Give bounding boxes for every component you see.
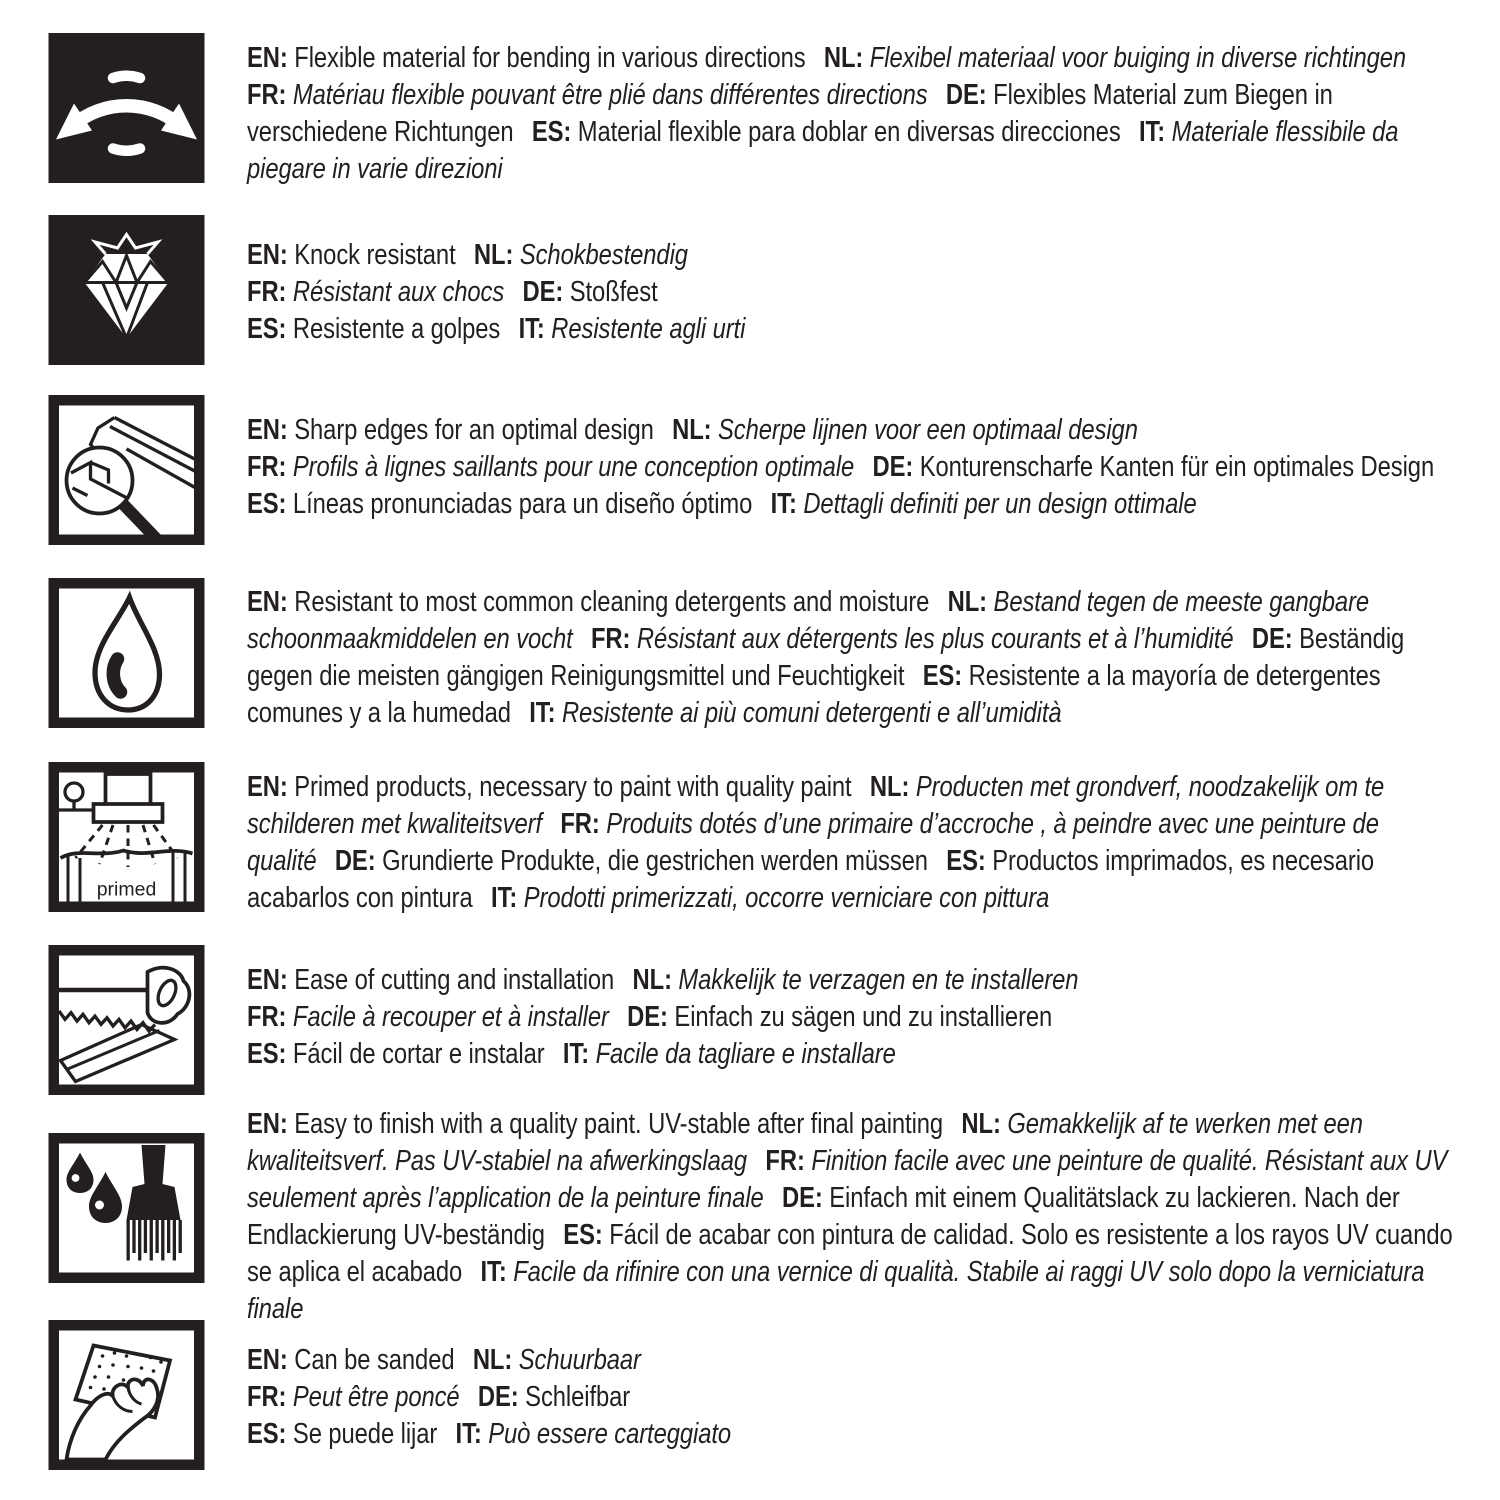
feature-description-it: Resistente agli urti [551,313,746,345]
feature-description-en: Resistant to most common cleaning detergents and moisture [294,586,930,618]
feature-description-es: Resistente a la mayoría de detergentes comunes y a la humedad [247,660,1381,729]
lang-label-de: DE: [627,1001,668,1033]
feature-description-es: Fácil de cortar e instalar [292,1038,545,1070]
lang-label-en: EN: [247,1108,288,1140]
sanding-hand-icon [48,1320,205,1470]
feature-description-fr: Finition facile avec une peinture de qualité. Résistant aux UV seulement après l’application de la peinture finale [247,1145,1448,1214]
lang-label-fr: FR: [560,808,600,840]
feature-text [247,1342,1462,1453]
lang-label-fr: FR: [247,451,287,483]
feature-description-it: Materiale flessibile da piegare in varie direzioni [247,116,1399,185]
lang-label-it: IT: [1138,116,1166,148]
feature-description-it: Prodotti primerizzati, occorre verniciare con pittura [523,882,1050,914]
lang-label-en: EN: [247,414,288,446]
lang-label-de: DE: [782,1182,823,1214]
lang-label-de: DE: [522,276,564,308]
feature-description-fr: Matériau flexible pouvant être plié dans différentes directions [292,79,928,111]
lang-label-fr: FR: [247,276,287,308]
feature-description-it: Resistente ai più comuni detergenti e all’umidità [561,697,1062,729]
lang-label-nl: NL: [823,42,864,74]
lang-label-it: IT: [490,882,518,914]
lang-label-de: DE: [334,845,376,877]
feature-description-it: Può essere carteggiato [488,1418,732,1450]
feature-description-de: Beständig gegen die meisten gängigen Reinigungsmittel und Feuchtigkeit [247,623,1405,692]
feature-description-nl: Producten met grondverf, noodzakelijk om te schilderen met kwaliteitsverf [247,771,1385,840]
lang-label-es: ES: [563,1219,603,1251]
lang-label-it: IT: [518,313,545,345]
feature-description-nl: Bestand tegen de meeste gangbare schoonmaakmiddelen en vocht [247,586,1370,655]
feature-description-en: Primed products, necessary to paint with quality paint [294,771,852,803]
lang-label-es: ES: [247,1038,287,1070]
feature-description-de: Schleifbar [525,1381,631,1413]
lang-label-fr: FR: [247,79,287,111]
lang-label-nl: NL: [632,964,672,996]
lang-label-es: ES: [247,313,287,345]
lang-label-fr: FR: [247,1001,287,1033]
feature-description-es: Fácil de acabar con pintura de calidad. Solo es resistente a los rayos UV cuando se aplica el acabado [247,1219,1453,1288]
lang-label-it: IT: [455,1418,482,1450]
lang-label-es: ES: [247,1418,287,1450]
feature-description-de: Grundierte Produkte, die gestrichen werden müssen [382,845,928,877]
feature-description-en: Knock resistant [294,239,456,271]
lang-label-nl: NL: [869,771,910,803]
lang-label-en: EN: [247,239,288,271]
lang-label-nl: NL: [672,414,712,446]
lang-label-es: ES: [531,116,572,148]
feature-description-en: Ease of cutting and installation [294,964,615,996]
feature-description-de: Stoßfest [569,276,658,308]
feature-description-en: Sharp edges for an optimal design [294,414,654,446]
lang-label-es: ES: [946,845,986,877]
feature-description-fr: Produits dotés d’une primaire d’accroche , à peindre avec une peinture de qualité [247,808,1379,877]
feature-description-fr: Facile à recouper et à installer [292,1001,609,1033]
lang-label-en: EN: [247,771,288,803]
feature-description-it: Facile da rifinire con una vernice di qualità. Stabile ai raggi UV solo dopo la verniciatura finale [247,1256,1425,1325]
lang-label-fr: FR: [247,1381,287,1413]
feature-description-nl: Flexibel materiaal voor buiging in diverse richtingen [869,42,1407,74]
feature-description-es: Se puede lijar [292,1418,438,1450]
feature-description-en: Can be sanded [294,1344,455,1376]
feature-description-es: Líneas pronunciadas para un diseño óptimo [292,488,753,520]
lang-label-de: DE: [1251,623,1293,655]
feature-description-de: Einfach mit einem Qualitätslack zu lackieren. Nach der Endlackierung UV-beständig [247,1182,1400,1251]
feature-description-fr: Profils à lignes saillants pour une conception optimale [292,451,855,483]
lang-label-en: EN: [247,964,288,996]
feature-description-de: Konturenscharfe Kanten für ein optimales Design [919,451,1435,483]
lang-label-de: DE: [477,1381,519,1413]
lang-label-en: EN: [247,42,288,74]
lang-label-it: IT: [480,1256,507,1288]
feature-description-it: Facile da tagliare e installare [595,1038,896,1070]
feature-description-en: Flexible material for bending in various directions [294,42,806,74]
lang-label-de: DE: [945,79,987,111]
feature-description-en: Easy to finish with a quality paint. UV-stable after final painting [294,1108,944,1140]
lang-label-it: IT: [529,697,556,729]
feature-description-de: Einfach zu sägen und zu installieren [674,1001,1053,1033]
lang-label-it: IT: [562,1038,590,1070]
feature-description-it: Dettagli definiti per un design ottimale [803,488,1197,520]
feature-description-fr: Résistant aux chocs [292,276,505,308]
feature-description-nl: Makkelijk te verzagen en te installeren [678,964,1079,996]
lang-label-es: ES: [922,660,963,692]
feature-description-nl: Scherpe lijnen voor een optimaal design [718,414,1138,446]
lang-label-es: ES: [247,488,287,520]
lang-label-en: EN: [247,1344,288,1376]
feature-description-es: Material flexible para doblar en diversas direcciones [577,116,1121,148]
feature-description-fr: Résistant aux détergents les plus courants et à l’humidité [636,623,1234,655]
lang-label-fr: FR: [765,1145,805,1177]
feature-description-de: Flexibles Material zum Biegen in verschiedene Richtungen [247,79,1333,148]
lang-label-it: IT: [770,488,797,520]
feature-description-nl: Schokbestendig [519,239,688,271]
lang-label-nl: NL: [473,239,514,271]
lang-label-nl: NL: [472,1344,513,1376]
feature-description-es: Resistente a golpes [292,313,501,345]
lang-label-fr: FR: [590,623,631,655]
lang-label-de: DE: [872,451,914,483]
feature-description-fr: Peut être poncé [292,1381,460,1413]
primed-label: primed [96,878,157,901]
feature-description-nl: Schuurbaar [518,1344,641,1376]
lang-label-nl: NL: [961,1108,1001,1140]
feature-description-es: Productos imprimados, es necesario acabarlos con pintura [247,845,1375,914]
lang-label-en: EN: [247,586,288,618]
lang-label-nl: NL: [947,586,988,618]
feature-description-nl: Gemakkelijk af te werken met een kwaliteitsverf. Pas UV-stabiel na afwerkingslaag [247,1108,1363,1177]
